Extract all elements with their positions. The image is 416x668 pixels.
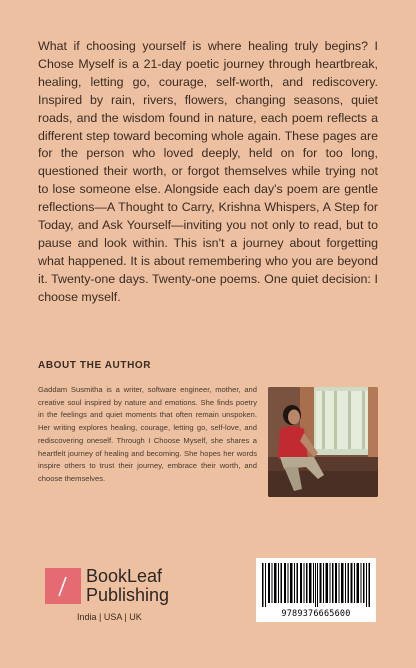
author-bio: Gaddam Susmitha is a writer, software engineer, mother, and creative soul inspired by nature and emotions. She finds poetry in the feelings and quiet moments that often remain unspoken. Her writing explores healing, courage, letting go, self-love, and rediscovering oneself. Through I Choose Myself, she shares a heartfelt journey of healing and becoming. She hopes her words inspire others to trust their journey, embrace their worth, and choose themselves. [38,385,257,483]
isbn-number: 9789376665600 [281,609,351,619]
publisher-name-line1: BookLeaf [86,566,163,586]
bookleaf-logo-icon [45,568,81,604]
barcode-bars [262,563,370,607]
about-author-heading: ABOUT THE AUTHOR [38,360,152,371]
publisher-regions: India | USA | UK [77,612,142,622]
author-photo [268,387,378,497]
back-cover-blurb: What if choosing yourself is where healing truly begins? I Chose Myself is a 21-day poetic journey through heartbreak, healing, letting go, courage, self-worth, and rediscovery. Inspired by rain, rivers, flowers, changing seasons, quiet roads, and the wisdom found in nature, each poem reflects a different step toward becoming whole again. These pages are for the person who loved deeply, held on for too long, questioned their worth, or forgot themselves while trying not to lose someone else. Alongside each day's poem are gentle reflections—A Thought to Carry, Krishna Whispers, A Step for Today, and Ask Yourself—inviting you not only to read, but to pause and look within. This isn't a journey about forgetting what happened. It is about remembering who you are beyond it. Twenty-one days. Twenty-one poems. One quiet decision: I choose myself. [38,39,378,304]
isbn-barcode [256,558,376,622]
publisher-name-line2: Publishing [86,585,170,605]
publisher-logo [45,568,195,628]
